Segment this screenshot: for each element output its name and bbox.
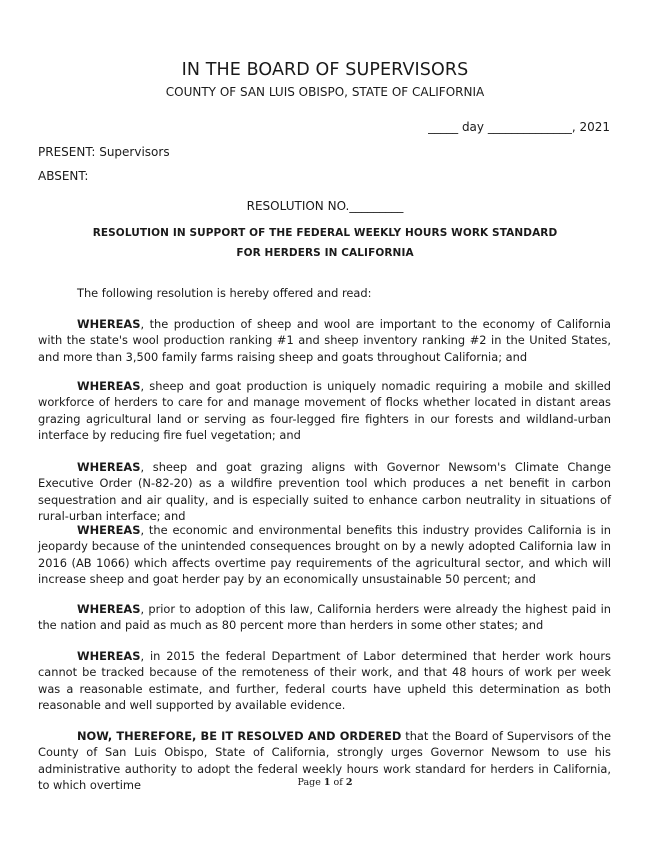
board-title: IN THE BOARD OF SUPERVISORS	[181, 60, 469, 80]
resolution-heading-line1: RESOLUTION IN SUPPORT OF THE FEDERAL WEEKLY HOURS WORK STANDARD	[92, 227, 558, 239]
whereas-keyword: WHEREAS	[77, 602, 141, 616]
whereas-paragraph-4	[38, 522, 611, 588]
resolved-keyword: NOW, THEREFORE, BE IT RESOLVED AND ORDERED	[77, 729, 402, 743]
whereas-text: , sheep and goat production is uniquely nomadic requiring a mobile and skilled workforce of herders to care for and manage movement of flocks whether located in distant areas grazing agricultural land or serving as four-legged fire fighters in our forests and wildland-urban interface by reducing fire fuel vegetation; and	[38, 379, 611, 443]
page-total: 2	[345, 777, 353, 788]
whereas-text: , the production of sheep and wool are important to the economy of California with the state's wool production ranking #1 and sheep inventory ranking #2 in the United States, and more than 3,500 family farms raising sheep and goats throughout California; and	[38, 317, 611, 364]
whereas-keyword: WHEREAS	[77, 460, 141, 474]
whereas-paragraph-1	[38, 316, 611, 365]
present-line: PRESENT: Supervisors	[38, 145, 170, 159]
resolved-text: that the Board of Supervisors of the County of San Luis Obispo, State of California, strongly urges Governor Newsom to use his administrative authority to adopt the federal weekly hours work standard for herders in California, to which overtime	[38, 729, 611, 793]
page-footer	[0, 777, 650, 788]
page-of-label: of	[330, 777, 346, 788]
whereas-text: , in 2015 the federal Department of Labor determined that herder work hours cannot be tracked because of the remoteness of their work, and that 48 hours of work per week was a reasonable estimate, and further, federal courts have upheld this determination as both reasonable and well supported by available evidence.	[38, 649, 611, 713]
whereas-keyword: WHEREAS	[77, 379, 141, 393]
intro-paragraph: The following resolution is hereby offered and read:	[77, 286, 372, 300]
absent-line: ABSENT:	[38, 169, 89, 183]
county-subtitle: COUNTY OF SAN LUIS OBISPO, STATE OF CALIFORNIA	[165, 85, 485, 99]
whereas-keyword: WHEREAS	[77, 317, 141, 331]
whereas-text: , prior to adoption of this law, California herders were already the highest paid in the nation and paid as much as 80 percent more than herders in some other states; and	[38, 602, 611, 633]
date-line: _____ day ______________, 2021	[428, 120, 610, 134]
page-number: 1	[323, 777, 331, 788]
whereas-keyword: WHEREAS	[77, 523, 141, 537]
whereas-paragraph-3	[38, 459, 611, 525]
whereas-text: , the economic and environmental benefits this industry provides California is in jeopardy because of the unintended consequences brought on by a newly adopted California law in 2016 (AB 1066) which affects overtime pay requirements of the agricultural sector, and which will increase sheep and goat herder pay by an economically unsustainable 50 percent; and	[38, 523, 611, 587]
whereas-text: , sheep and goat grazing aligns with Governor Newsom's Climate Change Executive Order (N-82-20) as a wildfire prevention tool which produces a net benefit in carbon sequestration and air quality, and is especially suited to enhance carbon neutrality in situations of rural-urban interface; and	[38, 460, 611, 524]
resolution-heading-line2: FOR HERDERS IN CALIFORNIA	[236, 247, 414, 259]
whereas-keyword: WHEREAS	[77, 649, 141, 663]
resolution-number: RESOLUTION NO._________	[246, 199, 404, 213]
whereas-paragraph-2	[38, 378, 611, 444]
page-label: Page	[297, 777, 324, 788]
whereas-paragraph-5	[38, 601, 611, 634]
whereas-paragraph-6	[38, 648, 611, 714]
